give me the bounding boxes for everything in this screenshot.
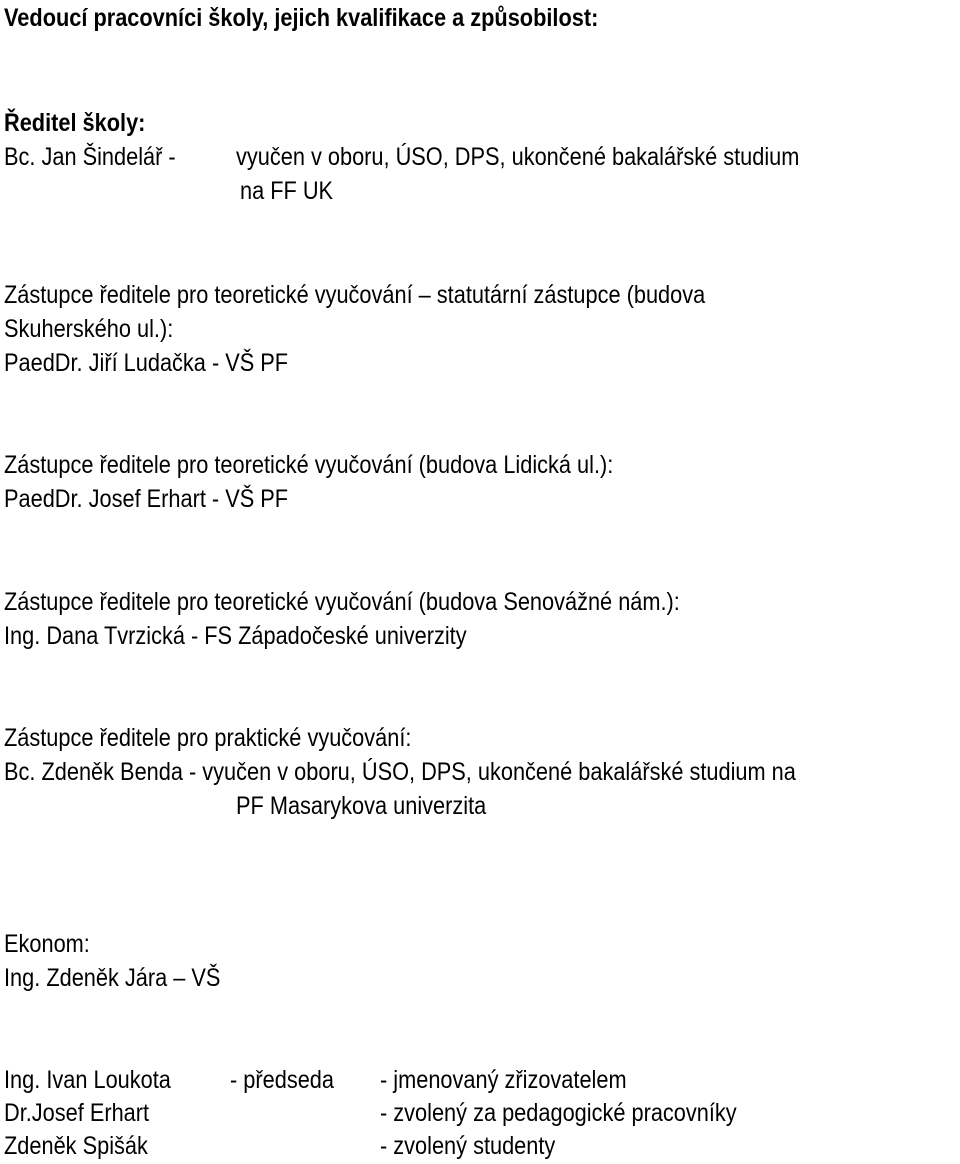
- deputy-practical-role: Zástupce ředitele pro praktické vyučování:: [4, 724, 412, 752]
- director-name: Bc. Jan Šindelář -: [4, 143, 176, 171]
- deputy-senovazne-person: Ing. Dana Tvrzická - FS Západočeské univerzity: [4, 622, 467, 650]
- board-member-role: - předseda: [230, 1066, 334, 1094]
- deputy-practical-person-continued: PF Masarykova univerzita: [236, 792, 487, 820]
- economist-role: Ekonom:: [4, 930, 90, 958]
- board-member-note: - zvolený studenty: [380, 1132, 556, 1160]
- deputy-practical-person: Bc. Zdeněk Benda - vyučen v oboru, ÚSO, DPS, ukončené bakalářské studium na: [4, 758, 796, 786]
- deputy-lidicka-role: Zástupce ředitele pro teoretické vyučování (budova Lidická ul.):: [4, 451, 614, 479]
- deputy-lidicka-person: PaedDr. Josef Erhart - VŠ PF: [4, 485, 289, 513]
- economist-person: Ing. Zdeněk Jára – VŠ: [4, 964, 221, 992]
- director-qualification: vyučen v oboru, ÚSO, DPS, ukončené bakalářské studium: [236, 143, 800, 171]
- deputy-senovazne-role: Zástupce ředitele pro teoretické vyučování (budova Senovážné nám.):: [4, 588, 680, 616]
- board-member-note: - zvolený za pedagogické pracovníky: [380, 1099, 737, 1127]
- board-member-name: Ing. Ivan Loukota: [4, 1066, 171, 1094]
- director-qualification-continued: na FF UK: [240, 177, 334, 205]
- deputy-statutory-person: PaedDr. Jiří Ludačka - VŠ PF: [4, 349, 289, 377]
- board-member-name: Zdeněk Spišák: [4, 1132, 148, 1160]
- board-member-name: Dr.Josef Erhart: [4, 1099, 150, 1127]
- board-member-note: - jmenovaný zřizovatelem: [380, 1066, 627, 1094]
- deputy-statutory-role-continued: Skuherského ul.):: [4, 315, 174, 343]
- director-role: Ředitel školy:: [4, 109, 146, 137]
- page-heading: Vedoucí pracovníci školy, jejich kvalifikace a způsobilost:: [4, 4, 599, 32]
- deputy-statutory-role: Zástupce ředitele pro teoretické vyučování – statutární zástupce (budova: [4, 281, 706, 309]
